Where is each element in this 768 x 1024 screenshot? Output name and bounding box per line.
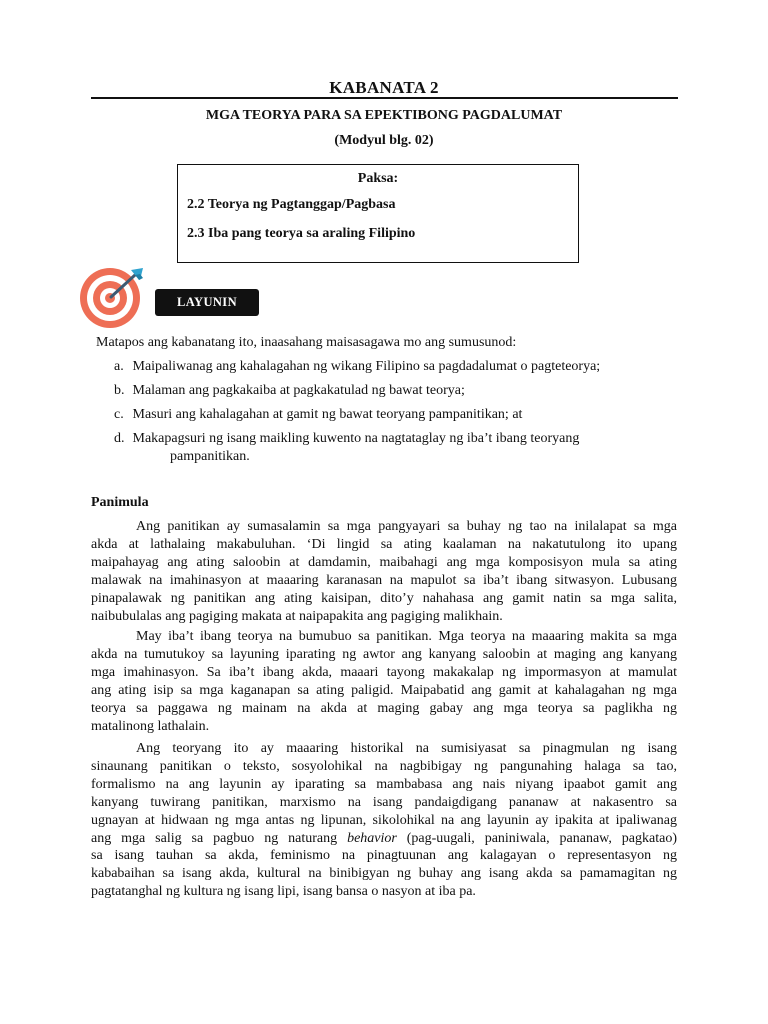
topic-item: 2.2 Teorya ng Pagtanggap/Pagbasa [187, 197, 396, 212]
objective-item: a. Maipaliwanag ang kahalagahan ng wikang Filipino sa pagdadalumat o pagteteorya; [114, 359, 601, 374]
objective-item-continuation: pampanitikan. [170, 449, 250, 464]
target-icon [73, 264, 145, 328]
chapter-title: KABANATA 2 [329, 78, 439, 97]
topic-heading: Paksa: [357, 171, 399, 186]
section-heading: Panimula [91, 495, 149, 510]
objective-item: b. Malaman ang pagkakaiba at pagkakatulad ng bawat teorya; [114, 383, 465, 398]
topic-item: 2.3 Iba pang teorya sa araling Filipino [187, 226, 416, 241]
objectives-badge: LAYUNIN [155, 289, 259, 316]
paragraph: May iba’t ibang teorya na bumubuo sa panitikan. Mga teorya na maaaring makita sa mga akda na tumutukoy sa layuning iparating ng awtor ang kanyang saloobin at maging ang kanyang mga imahinasyon. Sa iba’t ibang akda, maaari tayong makakalap ng impormasyon at mamulat ang ating isip sa mga kaganapan sa ating paligid. Maipabatid ang gamit at kahalagahan ng mga teorya sa paggawa ng mainam na akda at maging gabay ang mga teorya sa paglikha ng matalinong lathalain. [91, 629, 677, 734]
title-rule [91, 97, 678, 99]
module-number: (Modyul blg. 02) [334, 133, 434, 148]
paragraph: Ang teoryang ito ay maaaring historikal na sumisiyasat sa pinagmulan ng isang sinaunang panitikan o teksto, sosyolohikal na nagbibigay ng pangunahing halaga sa tao, formalismo na ang layunin ay iparating sa mambabasa ang nais niyang ipaabot gamit ang kanyang tuwirang panitikan, marxismo na isang pandaigdigang pananaw at nakasentro sa ugnayan at hidwaan ng mga antas ng lipunan, sikolohikal na ang layunin ay ipakita at ipaliwanag ang mga salig sa pagbuo ng naturang behavior (pag-uugali, paniniwala, pananaw, pagkatao) sa isang tauhan sa akda, feminismo na pinagtuunan ang kalagayan o representasyon ng kababaihan sa isang akda, kultural na binibigyan ng buhay ang isang akda sa pamamagitan ng pagtatanghal ng kultura ng isang lipi, isang bansa o nasyon at iba pa. [91, 741, 677, 900]
objective-item: c. Masuri ang kahalagahan at gamit ng bawat teoryang pampanitikan; at [114, 407, 523, 422]
chapter-subtitle: MGA TEORYA PARA SA EPEKTIBONG PAGDALUMAT [205, 108, 563, 123]
paragraph: Ang panitikan ay sumasalamin sa mga pangyayari sa buhay ng tao na inilalapat sa mga akda at lathalaing makabuluhan. ‘Di lingid sa ating kaalaman na nakatutulong ito upang maipahayag ang ating saloobin at damdamin, maibahagi ang mga komposisyon mula sa ating malawak na imahinasyon at maaaring karanasan na mapulot sa iba’t ibang sitwasyon. Lubusang pinapalawak ng panitikan ang ating kaisipan, dito’y nahahasa ang gamit natin sa mga salita, naibubulalas ang pagiging makata at naipapakita ang pagiging malikhain. [91, 519, 677, 624]
objectives-intro: Matapos ang kabanatang ito, inaasahang maisasagawa mo ang sumusunod: [96, 335, 517, 350]
objective-item: d. Makapagsuri ng isang maikling kuwento na nagtataglay ng iba’t ibang teoryang [114, 431, 580, 446]
topic-box [177, 164, 579, 263]
